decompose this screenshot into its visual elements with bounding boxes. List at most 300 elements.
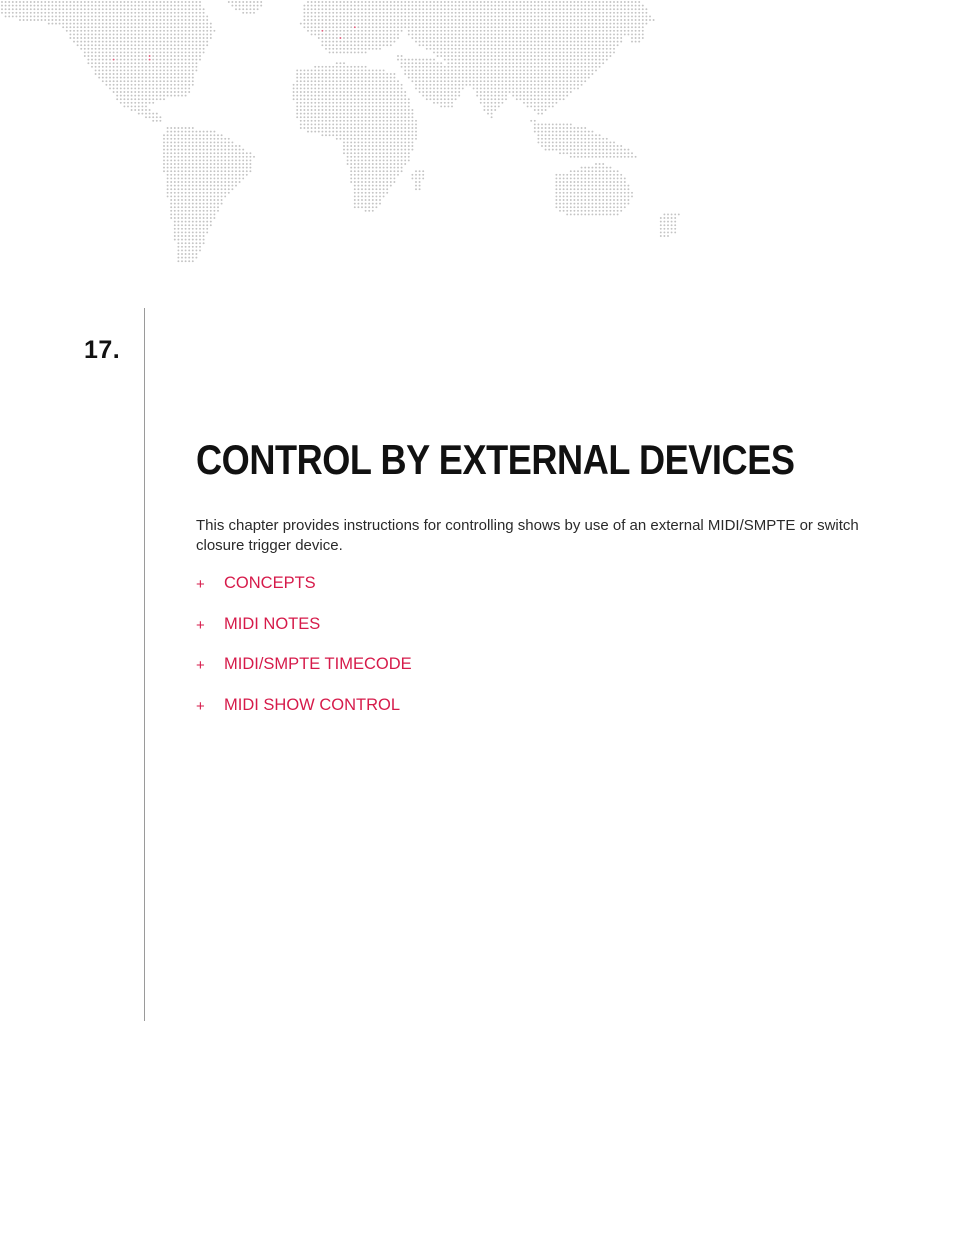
map-dot	[235, 174, 237, 176]
map-dot	[458, 23, 460, 25]
map-dot	[361, 80, 363, 82]
map-dot	[631, 156, 633, 158]
map-dot	[174, 141, 176, 143]
map-dot	[203, 199, 205, 201]
map-dot	[195, 149, 197, 151]
map-dot	[573, 134, 575, 136]
map-dot	[131, 62, 133, 64]
map-dot	[357, 174, 359, 176]
map-dot	[624, 8, 626, 10]
map-dot	[573, 5, 575, 7]
map-dot	[357, 91, 359, 93]
map-dot	[12, 15, 14, 17]
map-dot	[365, 131, 367, 133]
map-dot	[159, 51, 161, 53]
map-dot	[123, 105, 125, 107]
map-dot	[372, 44, 374, 46]
map-dot	[192, 62, 194, 64]
map-dot	[95, 48, 97, 50]
map-dot	[116, 91, 118, 93]
map-dot	[397, 131, 399, 133]
map-dot	[426, 73, 428, 75]
map-dot	[91, 44, 93, 46]
map-dot	[131, 66, 133, 68]
map-dot	[588, 37, 590, 39]
map-dot	[534, 131, 536, 133]
map-dot	[192, 213, 194, 215]
map-dot	[545, 59, 547, 61]
map-dot	[357, 188, 359, 190]
map-dot	[69, 26, 71, 28]
map-dot	[185, 145, 187, 147]
map-dot	[588, 26, 590, 28]
map-dot	[379, 37, 381, 39]
map-dot	[383, 156, 385, 158]
map-dot	[390, 37, 392, 39]
map-dot	[426, 77, 428, 79]
map-dot	[469, 5, 471, 7]
map-dot	[185, 185, 187, 187]
map-dot	[599, 66, 601, 68]
map-dot	[213, 152, 215, 154]
map-dot	[473, 44, 475, 46]
map-dot	[152, 73, 154, 75]
map-dot	[375, 23, 377, 25]
map-dot	[383, 98, 385, 100]
map-dot	[573, 26, 575, 28]
map-dot	[152, 44, 154, 46]
map-dot	[494, 48, 496, 50]
map-dot	[361, 188, 363, 190]
map-dot	[415, 77, 417, 79]
map-dot	[98, 8, 100, 10]
map-dot	[199, 188, 201, 190]
map-dot	[231, 185, 233, 187]
map-dot	[224, 141, 226, 143]
map-dot	[177, 174, 179, 176]
map-dot	[480, 8, 482, 10]
map-dot	[483, 62, 485, 64]
map-dot	[343, 127, 345, 129]
map-dot	[170, 152, 172, 154]
map-dot	[141, 33, 143, 35]
map-dot	[149, 62, 151, 64]
map-dot	[426, 44, 428, 46]
map-dot	[523, 102, 525, 104]
map-dot	[606, 210, 608, 212]
map-dot	[203, 138, 205, 140]
map-dot	[599, 192, 601, 194]
map-dot	[336, 62, 338, 64]
map-dot	[307, 91, 309, 93]
map-dot	[195, 199, 197, 201]
map-dot	[534, 73, 536, 75]
map-dot	[390, 84, 392, 86]
map-dot	[498, 55, 500, 57]
map-dot	[314, 26, 316, 28]
map-dot	[483, 44, 485, 46]
map-dot	[365, 51, 367, 53]
map-dot	[548, 87, 550, 89]
map-dot	[419, 30, 421, 32]
map-dot	[408, 15, 410, 17]
map-dot	[624, 203, 626, 205]
map-dot	[591, 170, 593, 172]
map-dot	[185, 141, 187, 143]
map-dot	[372, 69, 374, 71]
map-dot	[555, 23, 557, 25]
map-dot	[113, 80, 115, 82]
map-dot	[170, 87, 172, 89]
map-dot	[8, 1, 10, 3]
map-dot	[109, 30, 111, 32]
map-dot	[177, 66, 179, 68]
map-dot	[437, 44, 439, 46]
map-dot	[372, 102, 374, 104]
map-dot	[138, 23, 140, 25]
map-dot	[87, 19, 89, 21]
map-dot	[559, 84, 561, 86]
map-dot	[638, 5, 640, 7]
map-dot	[303, 69, 305, 71]
map-dot	[131, 55, 133, 57]
map-dot	[195, 156, 197, 158]
map-dot	[116, 98, 118, 100]
map-dot	[199, 59, 201, 61]
map-dot	[512, 26, 514, 28]
map-dot	[318, 23, 320, 25]
map-dot	[429, 80, 431, 82]
map-dot	[559, 66, 561, 68]
map-dot	[325, 23, 327, 25]
map-dot	[516, 55, 518, 57]
map-dot	[537, 30, 539, 32]
map-dot	[480, 91, 482, 93]
map-dot	[105, 44, 107, 46]
map-dot	[462, 12, 464, 14]
map-dot	[393, 159, 395, 161]
map-dot	[404, 145, 406, 147]
map-dot	[325, 113, 327, 115]
map-dot	[239, 152, 241, 154]
map-dot	[170, 181, 172, 183]
map-dot	[163, 141, 165, 143]
map-dot	[566, 213, 568, 215]
map-dot	[433, 41, 435, 43]
map-dot	[365, 195, 367, 197]
map-dot	[649, 19, 651, 21]
map-dot	[177, 185, 179, 187]
map-dot	[638, 41, 640, 43]
map-dot	[501, 1, 503, 3]
map-dot	[606, 177, 608, 179]
map-dot	[390, 77, 392, 79]
map-dot	[332, 5, 334, 7]
map-dot	[599, 174, 601, 176]
map-dot	[62, 23, 64, 25]
map-dot	[134, 41, 136, 43]
map-dot	[375, 113, 377, 115]
map-dot	[141, 66, 143, 68]
map-dot	[487, 1, 489, 3]
map-dot	[548, 51, 550, 53]
map-dot	[512, 44, 514, 46]
map-dot	[170, 51, 172, 53]
map-dot	[483, 91, 485, 93]
map-dot	[163, 98, 165, 100]
map-dot	[134, 30, 136, 32]
map-dot	[591, 1, 593, 3]
map-dot	[203, 26, 205, 28]
map-dot	[95, 33, 97, 35]
map-dot	[235, 177, 237, 179]
map-dot	[167, 134, 169, 136]
map-dot	[361, 163, 363, 165]
map-dot	[588, 213, 590, 215]
map-dot	[15, 8, 17, 10]
map-dot	[156, 55, 158, 57]
map-dot	[365, 181, 367, 183]
map-dot	[447, 55, 449, 57]
map-dot	[588, 1, 590, 3]
map-dot	[134, 105, 136, 107]
map-dot	[192, 33, 194, 35]
map-dot	[138, 91, 140, 93]
map-dot	[393, 30, 395, 32]
map-dot	[487, 87, 489, 89]
map-dot	[325, 91, 327, 93]
map-dot	[509, 30, 511, 32]
map-dot	[419, 170, 421, 172]
map-dot	[170, 156, 172, 158]
map-dot	[545, 123, 547, 125]
map-dot	[210, 141, 212, 143]
map-dot	[170, 195, 172, 197]
map-dot	[516, 59, 518, 61]
map-dot	[447, 51, 449, 53]
map-dot	[620, 23, 622, 25]
map-dot	[447, 1, 449, 3]
map-dot	[375, 203, 377, 205]
map-dot	[199, 41, 201, 43]
map-dot	[339, 66, 341, 68]
map-dot	[588, 12, 590, 14]
map-dot	[332, 80, 334, 82]
map-dot	[390, 177, 392, 179]
map-dot	[368, 141, 370, 143]
map-dot	[620, 33, 622, 35]
map-dot	[613, 26, 615, 28]
map-dot	[357, 23, 359, 25]
map-dot	[552, 66, 554, 68]
map-dot	[617, 12, 619, 14]
map-dot	[397, 149, 399, 151]
map-dot	[372, 19, 374, 21]
map-dot	[329, 37, 331, 39]
map-dot	[159, 95, 161, 97]
map-dot	[408, 5, 410, 7]
map-dot	[368, 170, 370, 172]
map-dot	[152, 87, 154, 89]
map-dot	[48, 23, 50, 25]
map-dot	[501, 12, 503, 14]
map-dot	[347, 156, 349, 158]
map-dot	[404, 141, 406, 143]
map-dot	[199, 195, 201, 197]
map-dot	[170, 91, 172, 93]
map-dot	[537, 105, 539, 107]
map-dot	[192, 188, 194, 190]
map-dot	[120, 19, 122, 21]
map-dot	[527, 26, 529, 28]
map-dot	[444, 15, 446, 17]
map-dot	[588, 185, 590, 187]
map-dot	[91, 59, 93, 61]
map-dot	[149, 69, 151, 71]
map-dot	[563, 210, 565, 212]
map-dot	[307, 127, 309, 129]
map-dot	[329, 41, 331, 43]
map-dot	[361, 44, 363, 46]
map-dot	[581, 192, 583, 194]
map-dot	[174, 203, 176, 205]
map-dot	[354, 48, 356, 50]
map-dot	[491, 91, 493, 93]
map-dot	[242, 152, 244, 154]
map-dot	[379, 15, 381, 17]
map-dot	[361, 113, 363, 115]
map-dot	[487, 8, 489, 10]
map-dot	[185, 87, 187, 89]
map-dot	[113, 1, 115, 3]
map-dot	[156, 59, 158, 61]
map-dot	[404, 159, 406, 161]
map-dot	[321, 19, 323, 21]
map-dot	[415, 131, 417, 133]
map-dot	[123, 102, 125, 104]
map-dot	[181, 48, 183, 50]
map-dot	[483, 95, 485, 97]
map-dot	[627, 12, 629, 14]
map-dot	[113, 30, 115, 32]
map-dot	[253, 1, 255, 3]
map-dot	[458, 69, 460, 71]
map-dot	[437, 41, 439, 43]
map-dot	[620, 199, 622, 201]
map-dot	[375, 195, 377, 197]
map-dot	[361, 131, 363, 133]
map-dot	[138, 19, 140, 21]
map-dot	[440, 105, 442, 107]
map-dot	[487, 59, 489, 61]
map-dot	[321, 95, 323, 97]
map-dot	[350, 131, 352, 133]
map-dot	[138, 48, 140, 50]
map-dot	[30, 8, 32, 10]
map-dot	[167, 33, 169, 35]
map-dot	[59, 1, 61, 3]
map-dot	[559, 59, 561, 61]
map-dot	[473, 37, 475, 39]
map-dot	[429, 1, 431, 3]
map-dot	[379, 73, 381, 75]
map-dot	[329, 12, 331, 14]
map-dot	[375, 120, 377, 122]
map-dot	[102, 59, 104, 61]
map-dot	[372, 170, 374, 172]
map-dot	[451, 105, 453, 107]
map-dot	[609, 44, 611, 46]
map-dot	[368, 37, 370, 39]
map-dot	[177, 37, 179, 39]
map-dot	[329, 131, 331, 133]
map-dot	[321, 30, 323, 32]
map-dot	[192, 8, 194, 10]
map-dot	[523, 33, 525, 35]
map-dot	[555, 48, 557, 50]
map-dot	[354, 134, 356, 136]
map-dot	[109, 77, 111, 79]
map-dot	[203, 192, 205, 194]
map-dot	[336, 127, 338, 129]
map-dot	[188, 23, 190, 25]
map-dot	[91, 33, 93, 35]
map-dot	[433, 15, 435, 17]
map-dot	[588, 206, 590, 208]
map-dot	[159, 98, 161, 100]
map-dot	[386, 84, 388, 86]
map-dot	[167, 149, 169, 151]
map-dot	[329, 105, 331, 107]
map-dot	[167, 192, 169, 194]
map-dot	[519, 87, 521, 89]
map-dot	[429, 5, 431, 7]
map-dot	[350, 177, 352, 179]
map-dot	[354, 95, 356, 97]
map-dot	[116, 12, 118, 14]
map-dot	[534, 123, 536, 125]
map-dot	[181, 217, 183, 219]
map-dot	[91, 48, 93, 50]
map-dot	[584, 8, 586, 10]
map-dot	[152, 95, 154, 97]
map-dot	[545, 26, 547, 28]
map-dot	[559, 127, 561, 129]
map-dot	[350, 12, 352, 14]
map-dot	[404, 127, 406, 129]
map-dot	[566, 5, 568, 7]
map-dot	[433, 73, 435, 75]
map-dot	[221, 159, 223, 161]
map-dot	[437, 33, 439, 35]
map-dot	[127, 59, 129, 61]
map-dot	[624, 152, 626, 154]
map-dot	[206, 174, 208, 176]
map-dot	[577, 177, 579, 179]
map-dot	[231, 177, 233, 179]
map-dot	[530, 15, 532, 17]
map-dot	[303, 15, 305, 17]
map-dot	[491, 116, 493, 118]
map-dot	[336, 109, 338, 111]
map-dot	[156, 62, 158, 64]
map-dot	[631, 23, 633, 25]
map-dot	[573, 156, 575, 158]
map-dot	[624, 177, 626, 179]
map-dot	[408, 113, 410, 115]
map-dot	[156, 77, 158, 79]
map-dot	[66, 12, 68, 14]
